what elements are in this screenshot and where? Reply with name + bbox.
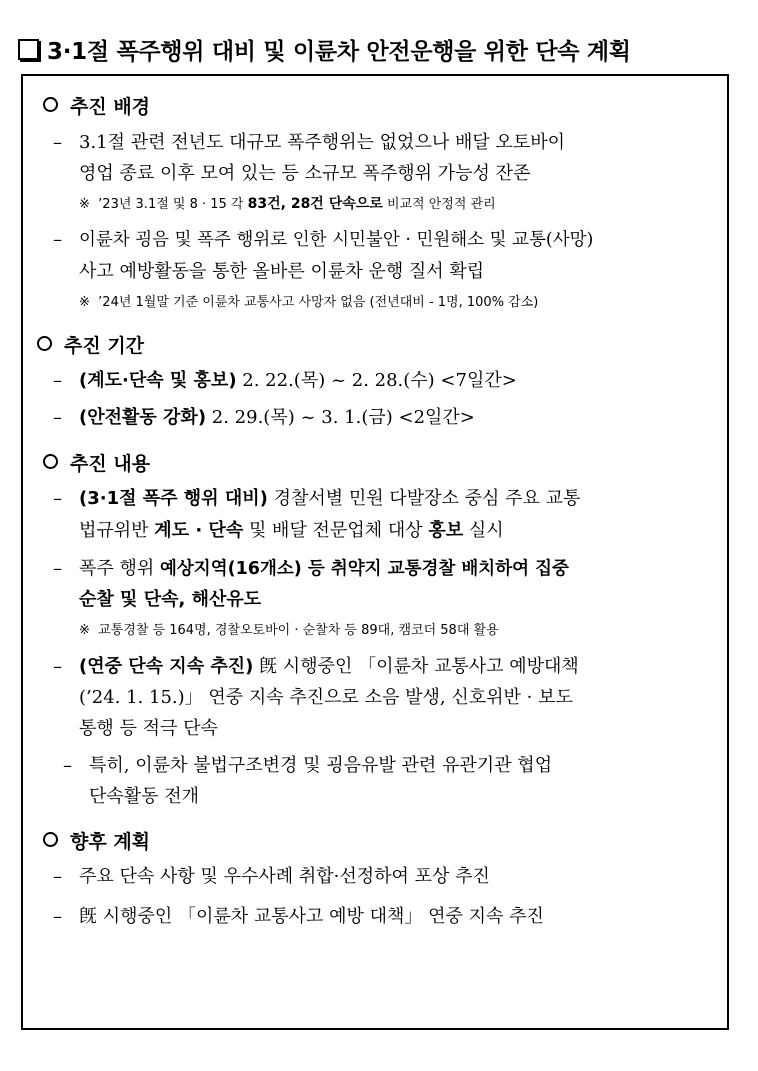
content-note [79, 619, 499, 638]
content-item-3-line-3: 통행 등 적극 단속 [79, 718, 218, 739]
bold-label: (계도·단속 및 홍보) [79, 370, 237, 391]
future-item-2 [53, 902, 544, 928]
content-item-4-line-2: 단속활동 전개 [89, 786, 200, 807]
background-item-2-line-2: 사고 예방활동을 통한 올바른 이륜차 운행 질서 확립 [79, 261, 485, 282]
background-item-2-line-1 [53, 226, 593, 251]
circle-bullet-icon [37, 336, 52, 351]
section-heading-content [43, 449, 150, 476]
dash-bullet: – [53, 370, 62, 391]
background-item-1-line-1 [53, 128, 565, 154]
bold-text: 홍보 [428, 520, 464, 541]
heading-text: 추진 내용 [70, 453, 151, 475]
text: 및 배달 전문업체 대상 [243, 520, 429, 541]
content-item-2-line-1 [53, 554, 569, 580]
bold-label: (연중 단속 지속 추진) [79, 656, 254, 677]
content-item-3-line-2: (’24. 1. 15.)」 연중 지속 추진으로 소음 발생, 신호위반 · 보도 [79, 687, 573, 708]
background-note-1 [79, 193, 496, 213]
background-item-1-line-2: 영업 종료 이후 모여 있는 등 소규모 폭주행위 가능성 잔존 [79, 163, 531, 184]
dash-bullet: – [53, 407, 62, 428]
dash-bullet: – [53, 488, 62, 509]
section-heading-future [43, 827, 150, 854]
content-item-4-line-1 [63, 751, 552, 777]
period-item-1 [53, 366, 517, 392]
bold-text: 예상지역(16개소) 등 취약지 교통경찰 배치하여 집중 [160, 559, 569, 579]
content-box [21, 74, 729, 1030]
text: 주요 단속 사항 및 우수사례 취합·선정하여 포상 추진 [79, 866, 490, 887]
text: 3.1절 관련 전년도 대규모 폭주행위는 없었으나 배달 오토바이 [79, 132, 565, 153]
note-text: ’23년 3.1절 및 8 · 15 각 [98, 197, 248, 212]
content-item-1-line-2 [79, 516, 504, 542]
text: 폭주 행위 [79, 558, 160, 579]
dash-bullet: – [53, 229, 62, 250]
section-heading-period [37, 331, 144, 358]
note-text: 교통경찰 등 164명, 경찰오토바이 · 순찰차 등 89대, 캠코더 58대 활용 [98, 623, 499, 638]
text: 경찰서별 민원 다발장소 중심 주요 교통 [267, 488, 581, 509]
note-text: ’24년 1월말 기준 이륜차 교통사고 사망자 없음 (전년대비 - 1명, 100% 감소) [98, 295, 539, 310]
text: 2. 29.(목) ~ 3. 1.(금) <2일간> [206, 407, 475, 428]
period-item-2 [53, 403, 475, 429]
content-item-1-line-1 [53, 484, 580, 510]
circle-bullet-icon [43, 454, 58, 469]
dash-bullet: – [63, 755, 72, 776]
bold-text: 계도 · 단속 [154, 520, 244, 541]
dash-bullet: – [53, 866, 62, 887]
text: 旣 시행중인 「이륜차 교통사고 예방대책 [253, 656, 579, 677]
square-bullet-icon [18, 39, 39, 60]
text: 실시 [463, 520, 504, 541]
future-item-1 [53, 862, 490, 888]
note-mark: ※ [79, 197, 90, 212]
content-item-2-line-2: 순찰 및 단속, 해산유도 [79, 589, 262, 610]
dash-bullet: – [53, 558, 62, 579]
content-item-3-line-1 [53, 652, 579, 678]
text: 특히, 이륜차 불법구조변경 및 굉음유발 관련 유관기관 협업 [89, 755, 553, 776]
document-title [18, 33, 748, 66]
bold-label: (3·1절 폭주 행위 대비) [79, 488, 268, 509]
heading-text: 향후 계획 [70, 831, 151, 853]
note-mark: ※ [79, 295, 90, 310]
background-note-2 [79, 291, 538, 310]
section-heading-background [43, 92, 150, 119]
title-text: 3·1절 폭주행위 대비 및 이륜차 안전운행을 위한 단속 계획 [47, 39, 631, 65]
dash-bullet: – [53, 906, 62, 927]
circle-bullet-icon [43, 97, 58, 112]
note-mark: ※ [79, 623, 90, 638]
bold-label: (안전활동 강화) [79, 407, 207, 428]
note-bold: 83건, 28건 단속으로 [247, 196, 383, 212]
text: 법규위반 [79, 520, 155, 541]
text: 2. 22.(목) ~ 2. 28.(수) <7일간> [236, 370, 517, 391]
dash-bullet: – [53, 132, 62, 153]
heading-text: 추진 배경 [70, 96, 151, 118]
heading-text: 추진 기간 [64, 335, 145, 357]
text: 이륜차 굉음 및 폭주 행위로 인한 시민불안 · 민원해소 및 교통(사망) [79, 230, 594, 250]
dash-bullet: – [53, 656, 62, 677]
circle-bullet-icon [43, 832, 58, 847]
text: 旣 시행중인 「이륜차 교통사고 예방 대책」 연중 지속 추진 [79, 906, 544, 927]
note-text-end: 비교적 안정적 관리 [382, 197, 496, 212]
